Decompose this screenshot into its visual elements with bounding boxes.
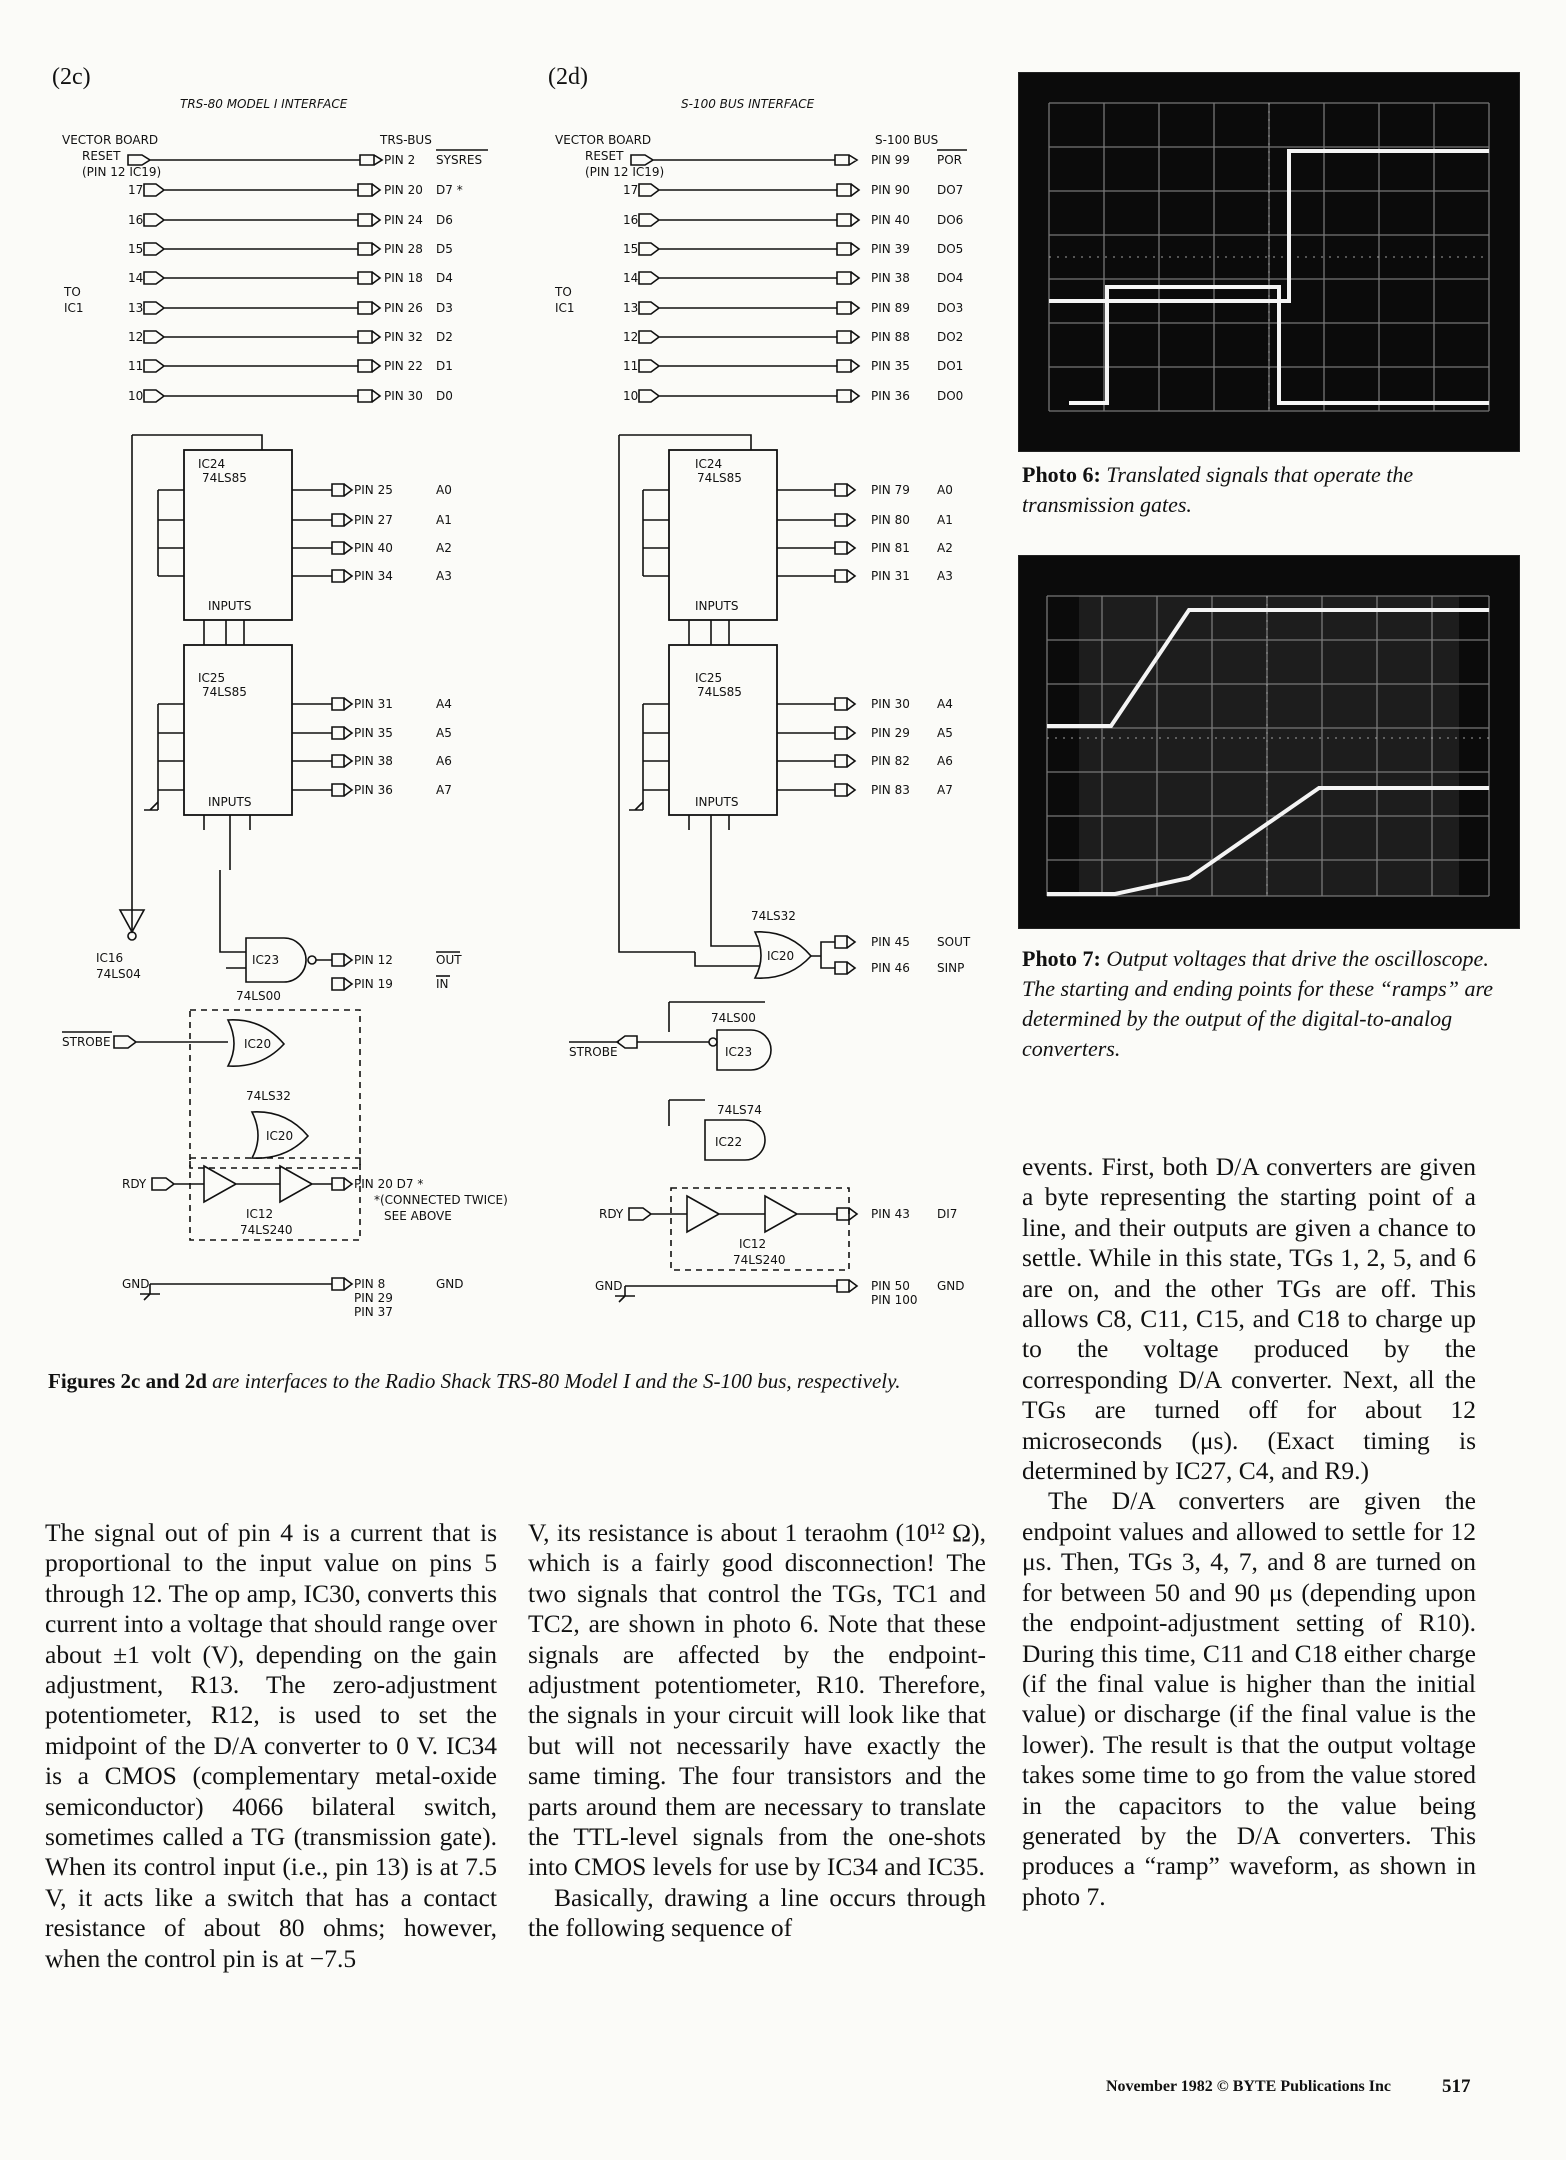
data-line	[128, 271, 453, 285]
svg-text:PIN 31: PIN 31	[354, 697, 393, 711]
ic25-output	[835, 697, 953, 711]
ic16-part: 74LS04	[96, 967, 141, 981]
rdy-label: RDY	[122, 1177, 147, 1191]
svg-text:PIN 36: PIN 36	[354, 783, 393, 797]
svg-text:DO1: DO1	[937, 359, 964, 373]
svg-text:PIN 40: PIN 40	[354, 541, 393, 555]
ic24-output	[332, 513, 452, 527]
figure-caption-text: are interfaces to the Radio Shack TRS-80 Model I and the S-100 bus, respectively.	[206, 1369, 901, 1393]
svg-text:10: 10	[623, 389, 639, 403]
svg-text:PIN 29: PIN 29	[871, 726, 910, 740]
ic23-part: 74LS00	[236, 989, 281, 1003]
svg-text:A2: A2	[937, 541, 953, 555]
svg-text:D1: D1	[436, 359, 453, 373]
svg-text:DO7: DO7	[937, 183, 964, 197]
svg-text:A5: A5	[937, 726, 953, 740]
svg-text:PIN 79: PIN 79	[871, 483, 910, 497]
svg-text:DO5: DO5	[937, 242, 964, 256]
svg-text:PIN 45: PIN 45	[871, 935, 910, 949]
figure-2c-title: TRS-80 MODEL I INTERFACE	[180, 97, 348, 111]
svg-text:PIN 90: PIN 90	[871, 183, 910, 197]
ic24-output	[835, 541, 953, 555]
svg-text:A0: A0	[937, 483, 953, 497]
gnd-pin-3: PIN 37	[354, 1305, 393, 1319]
svg-text:A4: A4	[937, 697, 953, 711]
svg-text:16: 16	[128, 213, 144, 227]
svg-text:DO6: DO6	[937, 213, 964, 227]
strobe-label: STROBE	[569, 1045, 618, 1059]
svg-text:DO2: DO2	[937, 330, 964, 344]
svg-text:13: 13	[128, 301, 144, 315]
data-line	[623, 359, 963, 373]
svg-text:PIN 38: PIN 38	[354, 754, 393, 768]
data-line	[623, 389, 963, 403]
svg-text:PIN 81: PIN 81	[871, 541, 910, 555]
svg-text:PIN 30: PIN 30	[871, 697, 910, 711]
ic22-name: IC22	[715, 1135, 743, 1149]
reset-pin-ic: (PIN 12 IC19)	[82, 165, 162, 179]
figure-2c-label: (2c)	[52, 64, 91, 90]
svg-text:PIN 46: PIN 46	[871, 961, 910, 975]
reset-label: RESET	[585, 149, 624, 163]
gnd-label: GND	[595, 1279, 623, 1293]
vector-board-label: VECTOR BOARD	[62, 133, 159, 147]
svg-text:PIN 40: PIN 40	[871, 213, 910, 227]
data-line	[128, 359, 453, 373]
data-line	[623, 183, 963, 197]
svg-text:15: 15	[623, 242, 639, 256]
figure-2d-title: S-100 BUS INTERFACE	[681, 97, 815, 111]
figure-2d-schematic	[545, 90, 1005, 1330]
ic23-name: IC23	[252, 953, 280, 967]
data-line	[623, 301, 963, 315]
svg-text:DO0: DO0	[937, 389, 964, 403]
figure-caption	[48, 1366, 996, 1396]
svg-text:PIN 26: PIN 26	[384, 301, 423, 315]
figure-caption-lead: Figures 2c and 2d	[48, 1369, 207, 1393]
svg-text:12: 12	[623, 330, 639, 344]
gnd-signal: GND	[436, 1277, 464, 1291]
ic24-output	[835, 569, 953, 583]
data-line	[623, 213, 963, 227]
data-line	[128, 213, 453, 227]
svg-text:PIN 36: PIN 36	[871, 389, 910, 403]
svg-text:PIN 82: PIN 82	[871, 754, 910, 768]
ic23-output	[332, 953, 462, 967]
svg-text:PIN 27: PIN 27	[354, 513, 393, 527]
svg-text:15: 15	[128, 242, 144, 256]
svg-text:PIN 38: PIN 38	[871, 271, 910, 285]
svg-text:PIN 24: PIN 24	[384, 213, 423, 227]
svg-text:SOUT: SOUT	[937, 935, 971, 949]
figure-2c-schematic	[40, 90, 530, 1330]
gnd-pin-2: PIN 29	[354, 1291, 393, 1305]
reset-signal: POR	[937, 153, 963, 167]
body-column-3	[1022, 1152, 1476, 1912]
photo-6-oscilloscope	[1018, 72, 1520, 452]
ic25-output	[332, 754, 452, 768]
ic25-output	[835, 783, 953, 797]
svg-text:PIN 18: PIN 18	[384, 271, 423, 285]
ic23-name: IC23	[725, 1045, 753, 1059]
svg-text:A7: A7	[937, 783, 953, 797]
ic24-output	[835, 513, 953, 527]
data-line	[623, 330, 963, 344]
trs-bus-label: TRS-BUS	[380, 133, 432, 147]
reset-pin-ic: (PIN 12 IC19)	[585, 165, 665, 179]
ic20-name-a: IC20	[244, 1037, 272, 1051]
ic25-part: 74LS85	[697, 685, 742, 699]
body-column-2	[528, 1518, 986, 1944]
svg-text:PIN 89: PIN 89	[871, 301, 910, 315]
footer-text: November 1982 © BYTE Publications Inc	[1106, 2078, 1392, 2095]
photo-7-oscilloscope	[1018, 555, 1520, 929]
ic25-part: 74LS85	[202, 685, 247, 699]
data-line	[128, 242, 453, 256]
ic12-part: 74LS240	[733, 1253, 786, 1267]
svg-text:PIN 35: PIN 35	[354, 726, 393, 740]
to-ic1-label-2: IC1	[555, 301, 575, 315]
ic25-box	[669, 645, 777, 815]
svg-text:13: 13	[623, 301, 639, 315]
svg-text:DO3: DO3	[937, 301, 964, 315]
data-line	[128, 301, 453, 315]
data-line	[128, 389, 453, 403]
svg-text:PIN 32: PIN 32	[384, 330, 423, 344]
paragraph: V, its resistance is about 1 teraohm (10¹² Ω), which is a fairly good disconnection! The two signals that control the TGs, TC1 and TC2, are shown in photo 6. Note that these signals are affected by the endpoint-adjustment potentiometer, R10. Therefore, the signals in your circuit will look like that but will not necessarily have exactly the same timing. The four transistors and the parts around them are necessary to translate the TTL-level signals from the one-shots into CMOS levels for use by IC34 and IC35.	[528, 1518, 986, 1882]
paragraph: The signal out of pin 4 is a current that is proportional to the input value on pins 5 through 12. The op amp, IC30, converts this current into a voltage that should range over about ±1 volt (V), depending on the gain adjustment, R13. The zero-adjustment potentiometer, R12, is used to set the midpoint of the D/A converter to 0 V. IC34 is a CMOS (complementary metal-oxide semiconductor) 4066 bilateral switch, sometimes called a TG (transmission gate). When its control input (i.e., pin 13) is at 7.5 V, it acts like a switch that has a contact resistance of about 80 ohms; however, when the control pin is at −7.5	[45, 1518, 497, 1973]
svg-text:11: 11	[128, 359, 144, 373]
svg-text:A3: A3	[436, 569, 452, 583]
ic16-name: IC16	[96, 951, 124, 965]
ic24-name: IC24	[695, 457, 723, 471]
svg-text:DO4: DO4	[937, 271, 964, 285]
svg-text:PIN 39: PIN 39	[871, 242, 910, 256]
data-line	[623, 271, 963, 285]
svg-text:A5: A5	[436, 726, 452, 740]
ic12-name: IC12	[739, 1237, 767, 1251]
ic24-part: 74LS85	[697, 471, 742, 485]
body-column-1	[45, 1518, 497, 1974]
ic25-inputs: INPUTS	[208, 795, 252, 809]
rdy-pin: PIN 43	[871, 1207, 910, 1221]
svg-text:14: 14	[128, 271, 144, 285]
rdy-signal: DI7	[937, 1207, 958, 1221]
svg-text:PIN 88: PIN 88	[871, 330, 910, 344]
ic24-name: IC24	[198, 457, 226, 471]
svg-text:A7: A7	[436, 783, 452, 797]
ic20-output	[835, 961, 964, 975]
note-line-1: *(CONNECTED TWICE)	[374, 1193, 508, 1207]
ic24-output	[332, 483, 452, 497]
ic23-output	[332, 977, 449, 991]
rdy-pin: PIN 20 D7 *	[354, 1177, 424, 1191]
svg-text:D0: D0	[436, 389, 453, 403]
ls00-label: 74LS00	[711, 1011, 756, 1025]
photo-6-text: Translated signals that operate the transmission gates.	[1022, 462, 1414, 517]
ic12-part: 74LS240	[240, 1223, 293, 1237]
svg-text:17: 17	[128, 183, 144, 197]
svg-text:A0: A0	[436, 483, 452, 497]
svg-text:D3: D3	[436, 301, 453, 315]
svg-text:10: 10	[128, 389, 144, 403]
ic12-name: IC12	[246, 1207, 274, 1221]
svg-text:D7 *: D7 *	[436, 183, 463, 197]
to-ic1-label: TO	[64, 285, 81, 299]
svg-text:A3: A3	[937, 569, 953, 583]
svg-text:A6: A6	[436, 754, 452, 768]
svg-text:OUT: OUT	[436, 953, 462, 967]
svg-text:PIN 35: PIN 35	[871, 359, 910, 373]
photo-6-lead: Photo 6:	[1022, 462, 1101, 487]
gnd-pin-1: PIN 8	[354, 1277, 386, 1291]
svg-text:12: 12	[128, 330, 144, 344]
gnd-signal: GND	[937, 1279, 965, 1293]
ic20-name-b: IC20	[266, 1129, 294, 1143]
photo-7-text: Output voltages that drive the oscilloscope. The starting and ending points for these “ramps” are determined by the output of the digital-to-analog converters.	[1022, 946, 1493, 1061]
ic25-inputs: INPUTS	[695, 795, 739, 809]
svg-text:PIN 30: PIN 30	[384, 389, 423, 403]
data-line	[128, 330, 453, 344]
ic24-inputs: INPUTS	[208, 599, 252, 613]
photo-7-caption	[1022, 944, 1518, 1064]
reset-signal: SYSRES	[436, 153, 483, 167]
svg-text:PIN 19: PIN 19	[354, 977, 393, 991]
data-line	[128, 183, 463, 197]
paragraph: The D/A converters are given the endpoint values and allowed to settle for 12 μs. Then, TGs 3, 4, 7, and 8 are turned on for between 50 and 90 μs (depending upon the endpoint-adjustment setting of R10). During this time, C11 and C18 either charge (if the final value is higher than the initial value) or discharge (if the final value is the lower). The result is that the output voltage takes some time to go from the value stored in the capacitors to the value being generated by the D/A converters. This produces a “ramp” waveform, as shown in photo 7.	[1022, 1486, 1476, 1911]
ic24-output	[332, 569, 452, 583]
svg-text:11: 11	[623, 359, 639, 373]
gnd-pin-2: PIN 100	[871, 1293, 918, 1307]
ic25-name: IC25	[198, 671, 226, 685]
photo-6-caption	[1022, 460, 1518, 520]
ic24-inputs: INPUTS	[695, 599, 739, 613]
svg-text:PIN 80: PIN 80	[871, 513, 910, 527]
to-ic1-label: TO	[555, 285, 572, 299]
figure-2d-label: (2d)	[548, 64, 588, 90]
svg-text:A6: A6	[937, 754, 953, 768]
strobe-label: STROBE	[62, 1035, 111, 1049]
svg-text:A1: A1	[436, 513, 452, 527]
ic25-output	[332, 726, 452, 740]
note-line-2: SEE ABOVE	[384, 1209, 452, 1223]
paragraph: events. First, both D/A converters are given a byte representing the starting point of a line, and their outputs are given a chance to settle. While in this state, TGs 1, 2, 5, and 6 are on, and the other TGs are off. This allows C8, C11, C15, and C18 to charge up to the voltage produced by the corresponding D/A converter. Next, all the TGs are turned off for about 12 microseconds (μs). (Exact timing is determined by IC27, C4, and R9.)	[1022, 1152, 1476, 1486]
svg-text:PIN 22: PIN 22	[384, 359, 423, 373]
svg-text:PIN 28: PIN 28	[384, 242, 423, 256]
ic20-output	[835, 935, 971, 949]
reset-pin: PIN 2	[384, 153, 416, 167]
ic25-name: IC25	[695, 671, 723, 685]
ls32-label: 74LS32	[751, 909, 796, 923]
svg-text:14: 14	[623, 271, 639, 285]
svg-text:SINP: SINP	[937, 961, 965, 975]
ic25-output	[332, 783, 452, 797]
reset-label: RESET	[82, 149, 121, 163]
svg-text:PIN 20: PIN 20	[384, 183, 423, 197]
ic25-output	[835, 754, 953, 768]
ic20-name: IC20	[767, 949, 795, 963]
svg-text:D2: D2	[436, 330, 453, 344]
vector-board-label: VECTOR BOARD	[555, 133, 652, 147]
data-line	[623, 242, 963, 256]
svg-text:D4: D4	[436, 271, 453, 285]
svg-text:A4: A4	[436, 697, 452, 711]
ic25-output	[332, 697, 452, 711]
paragraph: Basically, drawing a line occurs through the following sequence of	[528, 1882, 986, 1943]
svg-text:A2: A2	[436, 541, 452, 555]
svg-text:D6: D6	[436, 213, 453, 227]
to-ic1-label-2: IC1	[64, 301, 84, 315]
svg-text:IN: IN	[436, 977, 449, 991]
ic25-output	[835, 726, 953, 740]
svg-text:PIN 34: PIN 34	[354, 569, 393, 583]
ic24-output	[835, 483, 953, 497]
svg-text:17: 17	[623, 183, 639, 197]
svg-text:16: 16	[623, 213, 639, 227]
ic24-part: 74LS85	[202, 471, 247, 485]
svg-text:PIN 31: PIN 31	[871, 569, 910, 583]
photo-7-lead: Photo 7:	[1022, 946, 1101, 971]
svg-text:PIN 25: PIN 25	[354, 483, 393, 497]
svg-text:PIN 12: PIN 12	[354, 953, 393, 967]
svg-text:PIN 83: PIN 83	[871, 783, 910, 797]
ic24-output	[332, 541, 452, 555]
page-number: 517	[1442, 2076, 1471, 2097]
gnd-pin-1: PIN 50	[871, 1279, 910, 1293]
rdy-label: RDY	[599, 1207, 624, 1221]
gnd-label: GND	[122, 1277, 150, 1291]
reset-pin: PIN 99	[871, 153, 910, 167]
svg-text:A1: A1	[937, 513, 953, 527]
s100-bus-label: S-100 BUS	[875, 133, 939, 147]
ls32-label: 74LS32	[246, 1089, 291, 1103]
ls74-label: 74LS74	[717, 1103, 762, 1117]
svg-text:D5: D5	[436, 242, 453, 256]
